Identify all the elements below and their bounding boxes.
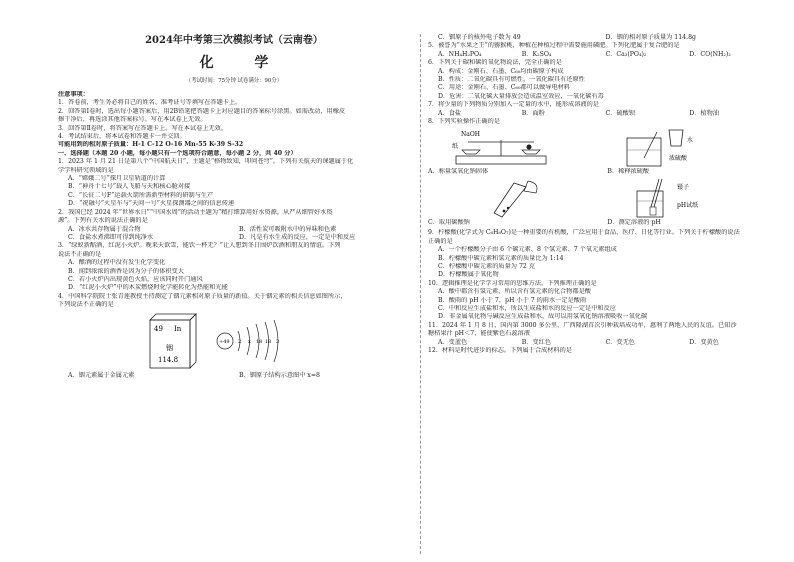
answer-option: C．“长征二号F”运载火箭所需新型材料的研制与生产 [68,191,214,199]
answer-option: A．NH₄H₂PO₄ [438,50,482,58]
answer-option-row [428,51,773,59]
periodic-cell [150,314,196,368]
atomic-mass: 114.8 [158,355,179,364]
experiment-d [607,177,773,227]
answer-option: C．硫酸钡 [605,109,635,117]
question-stem: 3．“绿蚁新醅酒，红泥小火炉。晚来天欲雪，能饮一杯无？”让人想到冬日围炉饮酒和朋友的情谊。下列 [58,242,341,250]
question-stem: 糖桔果汁 pH＜7，能使紫色石蕊溶液 [428,330,530,338]
nucleus-charge: +49 [219,338,230,345]
notice-line: 3．回答第Ⅱ卷时，将答案写在答题卡上。写在本试卷上无效。 [58,124,228,132]
answer-option: C．变无色 [605,338,635,346]
answer-option: C．用途：金刚石、石墨、C₆₀都可以做导电材料 [438,84,570,92]
indium-diagram [58,310,410,372]
answer-option: D．“红泥小火炉”中的木炭燃烧时化学能转化为热能和光能 [68,284,228,292]
q4-options [58,372,410,380]
water-label: 水 [687,137,694,145]
answer-option-row [428,110,773,118]
notice-line: 擦干净后，再选涂其他答案标号。写在本试卷上无效。 [58,116,207,124]
left-questions [58,158,410,309]
answer-option: B．酸雨的 pH 小于 7，pH 小于 7 的雨水一定是酸雨 [438,296,587,304]
notice-line: 1．答卷前，考生务必将自己的姓名、准考证号等填写在答题卡上。 [58,99,242,107]
answer-option: A．酸中都含有氢元素，所以含有氢元素的化合物都是酸 [438,288,591,296]
exam-info: （考试时间：75分钟 试卷满分：90分） [185,78,283,84]
question-stem: 11．2024 年 1 月 8 日，国内第 3000 多公里，广西隆湖首次引种栽培成功牟，惠利了两地人民的友谊。已知沙 [428,321,737,329]
question-stem: 说法不正确的是 [58,250,102,258]
answer-option: D．柠檬酸属于氧化物 [438,271,499,279]
shell-electrons: x [248,338,251,345]
section-heading: 一、选择题（本题 20 小题，每小题只有一个选项符合题意，每小题 2 分，共 40 分） [58,149,297,157]
shell-electrons: 18 [256,338,263,345]
experiment-label: C．取用碳酸钠 [428,218,470,226]
answer-option: A．“嫦娥二号”探月卫星轨道的计算 [68,175,166,183]
question-stem: 7．将少量的下列物质分别加入一定量的水中，能形成溶液的是 [428,101,599,109]
answer-option: A．食盐 [438,109,462,117]
shell-electrons: 18 [265,338,272,345]
atomic-number: 49 [154,324,163,333]
answer-option: B．K₂SO₄ [521,50,552,58]
right-questions [428,34,773,126]
right-questions-continued [428,229,773,355]
question-stem: 9．柠檬酸(化学式为 C₆H₈O₇)是一种重要的有机酸，广泛应用于食品、医疗、日化等行业。下列关于柠檬酸的说法 [428,229,740,237]
acid-label: 浓硫酸 [669,155,688,163]
answer-option: A．构成：金刚石、石墨、C₆₀均由碳原子构成 [438,67,564,75]
answer-option-row [58,234,410,242]
answer-option-row [58,226,410,234]
indium-figure [58,310,410,372]
ph-test-diagram [607,177,767,219]
question-stem: 4．中国科学院院士张青莲教授主持测定了铟元素相对原子质量的新值。关于铟元素的相关信息如图所示， [58,292,347,300]
notice-line: 2．回答第Ⅰ卷时，选出每小题答案后，用2B铅笔把答题卡上对应题目的答案标号涂黑。如需改动，用橡皮 [58,107,346,115]
answer-option-row [58,372,410,380]
answer-option: D．CO(NH₂)₂ [689,50,731,58]
reagent-taking-diagram [428,177,588,219]
answer-option: A．酿酒的过程中没有发生化学变化 [68,259,166,267]
left-column [58,34,410,380]
experiment-row [428,177,773,227]
answer-option: B．柠檬酸中碳元素和氢元素的质量比为 1:14 [438,254,564,262]
answer-option: A．铟元素属于金属元素 [68,371,135,379]
atom-structure [217,320,279,362]
answer-option-row [428,339,773,347]
answer-option: B．性质：二氧化碳具有可燃性，一氧化碳具有还原性 [438,76,585,84]
paper-label: 纸 [452,143,459,151]
answer-option: C．Ca₃(PO₄)₂ [605,50,647,58]
question-stem: 2．我国已经 2024 年“世界水日”“中国水周”的活动主题为“精打细算用好水资源，从严从细管好水资 [58,208,333,216]
element-symbol: In [174,324,182,333]
question-stem: 12．材料是时代进步的标志。下列属于合成材料的是 [428,346,572,354]
experiment-label: B．稀释浓硫酸 [607,168,650,176]
answer-option: C．食盐水煮沸即可得到纯净水 [68,233,154,241]
experiment-b [607,126,773,176]
answer-option: A．一个柠檬酸分子由 6 个碳元素、8 个氢元素、7 个氧元素组成 [438,246,617,254]
experiment-label: D．测定溶液的 pH [607,218,661,226]
answer-option: C．中和反应生成盐和水，所以生成盐和水的反应一定是中和反应 [438,304,616,312]
answer-option: D．“祝融号”火星车与“天问一号”火星探测器之间的信息传递 [68,200,235,208]
answer-option: A．变蓝色 [438,338,468,346]
shell-electrons: 2 [238,338,242,345]
answer-option: C．若小火炉内出现黄色火焰，应该同时开门通风 [68,275,203,283]
answer-option: D．植物油 [689,109,719,117]
experiment-c [428,177,594,227]
question-stem: 6．下列关于碳和碳的氧化物说法，完全正确的是 [428,59,562,67]
notice-line: 4．考试结束后，将本试卷和答题卡一并交回。 [58,133,186,141]
answer-option: D．铟的相对原子质量为 114.8g [605,34,696,41]
answer-option-row [428,34,773,42]
dilution-diagram [607,126,767,168]
answer-option: B．面粉 [521,109,545,117]
element-name: 铟 [166,343,173,352]
answer-option: A．冰水共存物属于混合物 [68,225,141,233]
question-stem: 1．2023 年 1 月 21 日是第八个“中国航天日”，主题是“格物致知，叩问苍穹”。下列有关航天的课题属于化 [58,158,354,166]
shell-electrons: 3 [276,338,280,345]
answer-option: C．柠檬酸中碳元素的质量为 72 克 [438,262,535,270]
tweezers-label: 镊子 [677,183,690,191]
answer-option: D．非金属氧化物与碱反应生成盐和水，故可以用氢氧化钠溶液吸收一氧化碳 [438,313,648,321]
answer-option: B．铟原子结构示意图中 x=8 [239,371,320,379]
subject-title: 化 学 [199,55,287,71]
atomic-masses: 可能用到的相对原子质量：H-1 C-12 O-16 Mn-55 K-39 S-32 [58,141,244,149]
notice-heading: 注意事项： [58,91,89,98]
question-stem: 8．下列实验操作正确的是 [428,118,500,126]
experiment-row [428,126,773,176]
right-column [428,34,773,355]
balance-diagram [428,126,588,168]
question-stem: 源”。下列有关水的说法正确的是 [58,217,148,225]
answer-option: B．变红色 [521,338,552,346]
answer-option: B．“神舟十七号”载人飞船与天和核心舱对接 [68,183,191,191]
answer-option: B．活性炭可吸附水中的异味和色素 [239,225,337,233]
question-stem: 正确的是 [428,237,453,245]
question-stem: 下列说法不正确的是 [58,301,114,309]
column-divider [420,34,421,554]
answer-option: D．危害：二氧化碳大量排放会造成温室效应，一氧化碳有毒 [438,92,604,100]
question-stem: 学学科研究领域的是 [58,166,114,174]
question-stem: 10．逻辑推理是化学学习常用的思维方法，下列推理正确的是 [428,279,597,287]
experiment-a [428,126,594,176]
reagent-label: NaOH [461,131,480,139]
answer-option: D．凡是有水生成的反应，一定是中和反应 [239,233,356,241]
answer-option: C．铟原子的核外电子数为 49 [438,34,521,41]
experiment-label: A．称量氢氧化钠固体 [428,168,489,176]
answer-option: D．变黄色 [689,338,719,346]
answer-option: B．闻到浓浓的酒香是因为分子的体积变大 [68,267,184,275]
ph-paper-label: pH试纸 [677,201,699,209]
question-stem: 5．被誉为“水果之王”的猕猴桃，种植在种植过程中需要施用磷肥。下列化肥属于复合肥的是 [428,42,680,50]
exam-title: 2024年中考第三次模拟考试（云南卷） [145,35,323,46]
